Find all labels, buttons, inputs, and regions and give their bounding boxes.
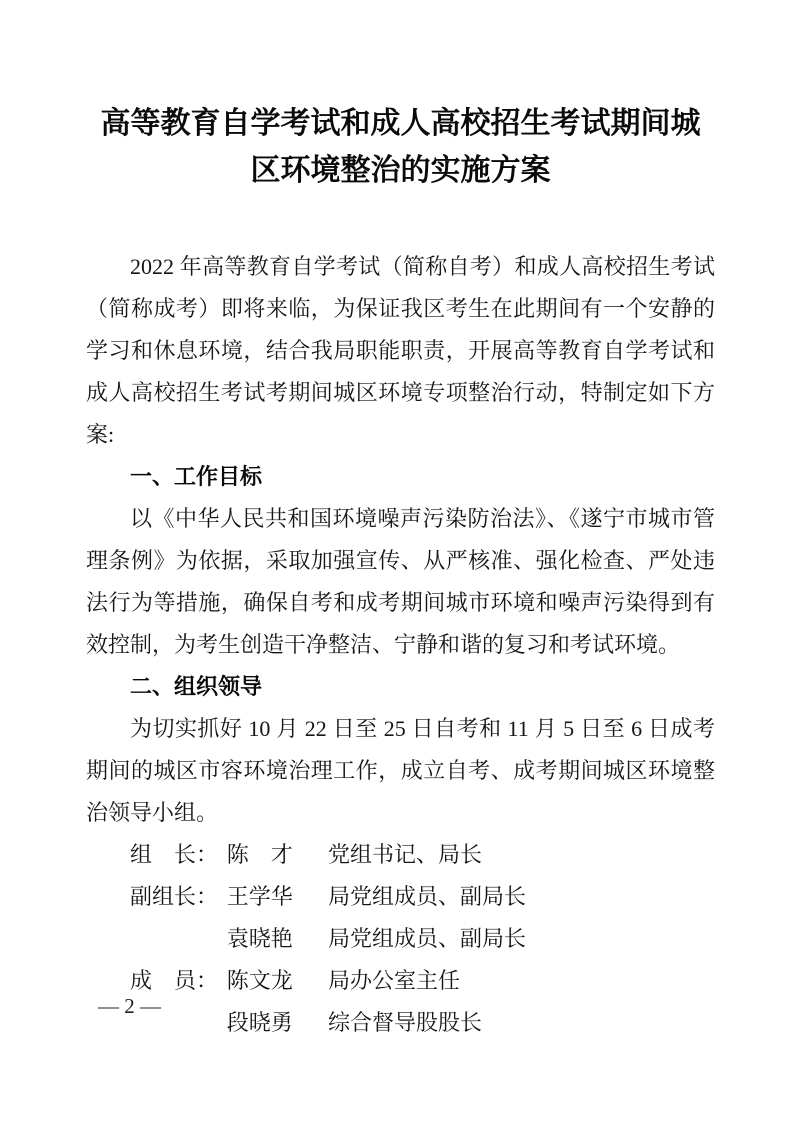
intro-paragraph: 2022 年高等教育自学考试（简称自考）和成人高校招生考试（简称成考）即将来临，为保证我区考生在此期间有一个安静的学习和休息环境，结合我局职能职责，开展高等教育自学考试和成人高校招生考试考期间城区环境专项整治行动，特制定如下方案: [86, 254, 715, 447]
roster-row-leader [130, 834, 715, 876]
roster-name: 段晓勇 [226, 1010, 293, 1035]
roster-title: 党组书记、局长 [327, 842, 482, 867]
section2-paragraph: 为切实抓好 10 月 22 日至 25 日自考和 11 月 5 日至 6 日成考期间的城区市容环境治理工作，成立自考、成考期间城区环境整治领导小组。 [86, 716, 715, 825]
roster-title: 综合督导股股长 [327, 1010, 482, 1035]
roster-title: 局党组成员、副局长 [327, 926, 526, 951]
roster-title: 局办公室主任 [327, 968, 460, 993]
page-number: — 2 — [98, 994, 161, 1018]
section2-heading: 二、组织领导 [130, 674, 263, 699]
roster-role: 组 长： [130, 842, 219, 867]
roster-name: 袁晓艳 [226, 926, 293, 951]
section1-heading: 一、工作目标 [130, 464, 263, 489]
roster-role: 副组长： [130, 884, 219, 909]
roster-role [130, 918, 227, 960]
roster-name: 王学华 [226, 884, 293, 909]
roster-row-member-1 [130, 960, 715, 1002]
leadership-roster [86, 834, 715, 1044]
roster-row-deputy-2 [130, 918, 715, 960]
roster-name: 陈文龙 [226, 968, 293, 993]
roster-name: 陈 才 [226, 842, 293, 867]
roster-role: 成 员： [130, 968, 219, 993]
roster-row-deputy-1 [130, 876, 715, 918]
roster-row-member-2 [130, 1002, 715, 1044]
roster-title: 局党组成员、副局长 [327, 884, 526, 909]
title-spacer [86, 194, 715, 246]
section1-paragraph: 以《中华人民共和国环境噪声污染防治法》、《遂宁市城市管理条例》为依据，采取加强宣传、从严核准、强化检查、严处违法行为等措施，确保自考和成考期间城市环境和噪声污染得到有效控制，为考生创造干净整洁、宁静和谐的复习和考试环境。 [86, 506, 715, 657]
document-title: 高等教育自学考试和成人高校招生考试期间城区环境整治的实施方案 [100, 107, 701, 187]
